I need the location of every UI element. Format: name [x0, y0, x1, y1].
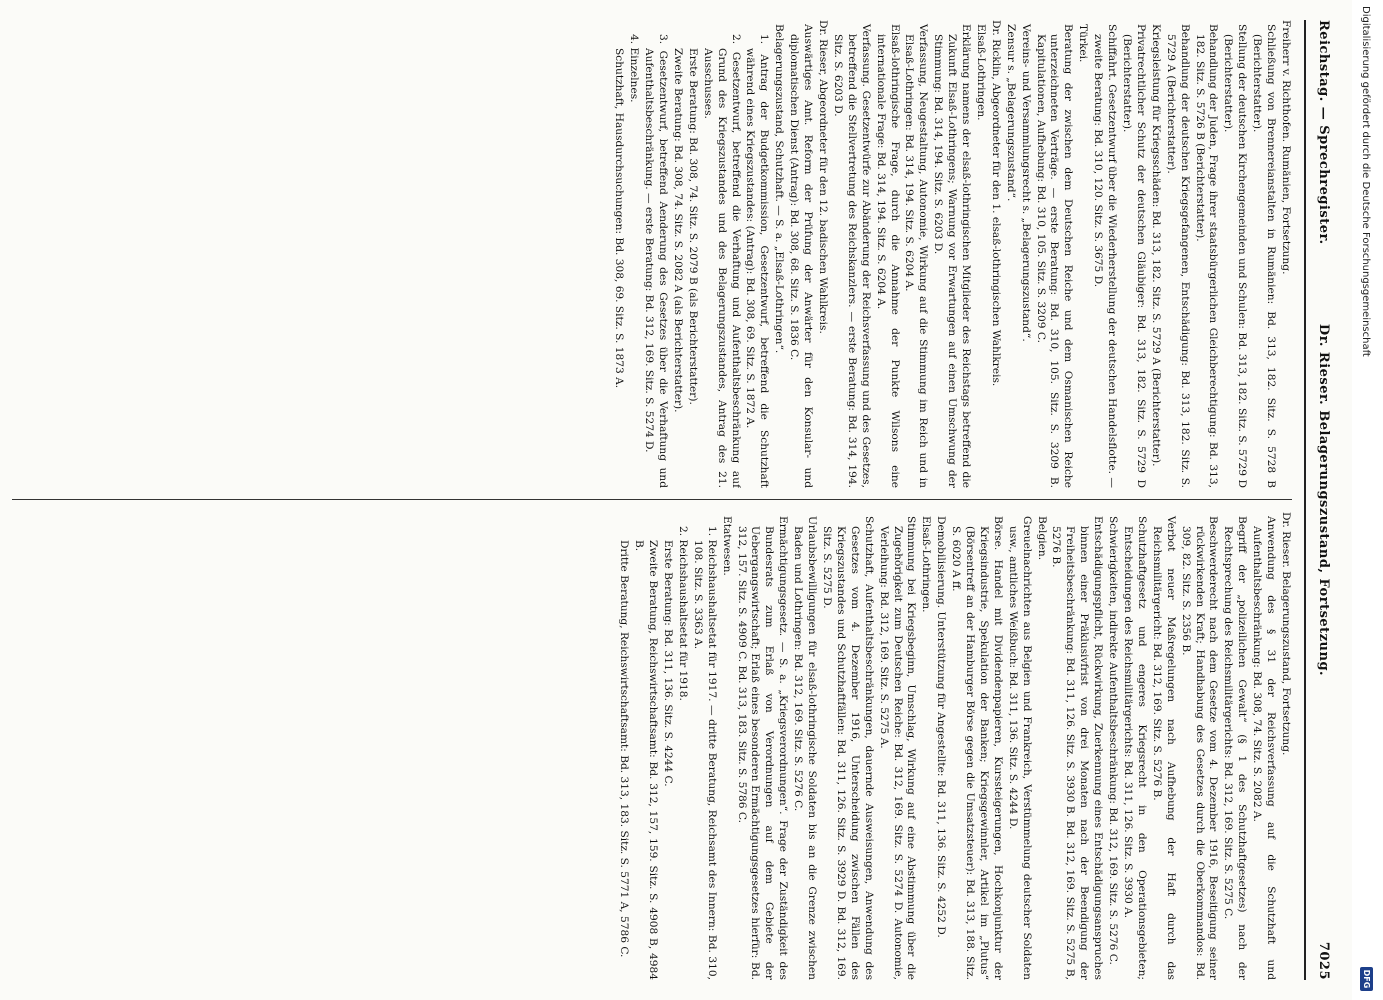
- right-column-entry: Dritte Beratung, Reichswirtschaftsamt: Bd. 313, 183. Sitz. S. 5771 A, 5786 C.: [618, 540, 631, 958]
- digitization-footer: [1352, 0, 1383, 1000]
- left-column-entry: Verfassung. Gesetzentwürfe zur Abänderung der Reichsverfassung und des Gesetzes, betreffend die Stellvertretung des Reichskanzlers. — erste Beratung: Bd. 314, 194. Sitz. S. 6203 D.: [831, 24, 872, 488]
- running-head-title: Reichstag. — Sprechregister.: [1316, 20, 1331, 245]
- left-column-entry: Verfassung, Neugestaltung, Autonomie, Wirkung auf die Stimmung im Reich und in Elsaß-Lothringen: Bd. 314, 194. Sitz. S. 6204 A.: [903, 24, 930, 488]
- left-column-entry: 1. Antrag der Budgetkommission, Gesetzentwurf, betreffend die Schutzhaft während eines Kriegszustandes: (Antrag): Bd. 308, 69. Sitz. S. 1872 A.: [744, 34, 771, 488]
- right-column-entry: 1. Reichshaushaltsetat für 1917. — dritte Beratung, Reichsamt des Innern: Bd. 310, 108. Sitz. S. 3363 A.: [691, 526, 718, 980]
- left-column-entry: 2. Gesetzentwurf, betreffend die Verhaftung und Aufenthaltsbeschränkung auf Grund des Kriegszustandes und des Belagerungszustandes, Antrag des 21. Ausschusses.: [701, 34, 742, 488]
- running-head: [1308, 20, 1330, 980]
- left-column-entry: Dr. Rieser, Abgeordneter für den 12. badischen Wahlkreis.: [817, 20, 829, 334]
- right-column-entry: Greuelnachrichten aus Belgien und Frankreich, Verstümmelung deutscher Soldaten usw., amtliches Weißbuch: Bd. 311, 136. Sitz. S. 4244 D.: [1006, 516, 1033, 980]
- footer-credit: Digitalisierung gefördert durch die Deutsche Forschungsgemeinschaft: [1360, 6, 1371, 357]
- right-column-entry: Begriff der „polizeilichen Gewalt“ (§ 1 des Schutzhaftgesetzes) nach der Rechtsprechung des Reichsmilitärgerichts: Bd. 312, 169. Sitz. S. 5275 C.: [1222, 516, 1249, 980]
- right-column-entry: Stimmung bei Kriegsbeginn, Umschlag, Wirkung auf eine Abstimmung über die Zugehörigkeit zum Deutschen Reiche: Bd. 312, 169. Sitz. S. 5274 D. Autonomie, Verleihung: Bd. 312, 169. Sitz. S. 5275 A.: [877, 516, 918, 980]
- left-column-entry: Elsaß-lothringische Frage, durch die Annahme der Punkte Wilsons eine internationale Frage: Bd. 314, 194. Sitz. S. 6204 A.: [874, 24, 901, 488]
- left-column-entry: Erste Beratung: Bd. 308, 74. Sitz. S. 2079 B (als Berichterstatter).: [686, 48, 699, 405]
- left-column-entry: Auswärtiges Amt. Reform der Prüfung der Anwärter für den Konsular- und diplomatischen Dienst (Antrag): Bd. 308, 68. Sitz. S. 1836 C.: [788, 24, 815, 488]
- left-column-entry: Stellung der deutschen Kirchengemeinden und Schulen: Bd. 313, 182. Sitz. S. 5729 D (Berichterstatter).: [1222, 24, 1249, 488]
- dfg-logo: DFG: [1360, 967, 1373, 991]
- left-column-entry: Privatrechtlicher Schutz der deutschen Gläubiger: Bd. 313, 182. Sitz. S. 5729 D (Berichterstatter).: [1121, 24, 1147, 488]
- right-column-entry: Urlaubsbewilligungen für elsaß-lothringische Soldaten bis an die Grenze zwischen Baden und Lothringen: Bd. 312, 169. Sitz. S. 5276 C.: [792, 516, 819, 980]
- left-column-entry: Schiffahrt. Gesetzentwurf über die Wiederherstellung der deutschen Handelsflotte. — zweite Beratung: Bd. 310, 120. Sitz. S. 3675 D.: [1092, 24, 1119, 488]
- left-column-entry: Behandlung der Juden, Frage ihrer staatsbürgerlichen Gleichberechtigung: Bd. 313, 182. Sitz. S. 5726 B (Berichterstatter).: [1193, 24, 1220, 488]
- left-column-entry: Beratung der zwischen dem Deutschen Reiche und dem Osmanischen Reiche unterzeichneten Verträge. — erste Beratung: Bd. 310, 105. Sitz. S. 3209 B. Kapitulationen, Aufhebung: Bd. 310, 105. Sitz. S. 3209 C.: [1034, 24, 1075, 488]
- left-column-entry: Erklärung namens der elsaß-lothringischen Mitglieder des Reichstags betreffend die Zukunft Elsaß-Lothringens; Warnung vor Erwartungen auf einen Umschwung der Stimmung: Bd. 314, 194. Sitz. S. 6203 D.: [932, 24, 973, 488]
- left-column-entry: Zensur s. „Belagerungszustand“.: [1004, 24, 1017, 202]
- right-column-entry: Verbot neuer Maßregelungen nach Aufhebung der Haft durch das Reichsmilitärgericht: Bd. 312, 169. Sitz. S. 5276 B.: [1150, 516, 1177, 980]
- left-column: [7, 20, 1292, 488]
- right-column-entry: Börse. Handel mit Dividendenpapieren, Kurssteigerungen, Hochkonjunktur der Kriegsindustrie, Spekulation der Banken; Kriegsgewinnler, Artikel im „Plutus“ (Börsentreff an der Hamburger Börse gegen die Umsatzsteuer): Bd. 313, 188. Sitz. S. 6020 A ff.: [950, 516, 1004, 980]
- right-column-entry: Schutzhaftgesetz und engeres Kriegsrecht in den Operationsgebieten; Entscheidungen des Reichsmilitärgerichts: Bd. 311, 126. Sitz. S. 3930 A.: [1122, 516, 1148, 980]
- right-column-entry: Zweite Beratung, Reichswirtschaftsamt: Bd. 312, 157, 159. Sitz. S. 4908 B, 4984 B.: [633, 540, 660, 980]
- left-column-entry: Dr. Ricklin, Abgeordneter für den 1. elsaß-lothringischen Wahlkreis.: [989, 20, 1002, 387]
- right-column-entry: Ermächtigungsgesetz. — S. a. „Kriegsverordnungen“. Frage der Zuständigkeit des Bundesrats zum Erlaß von Verordnungen auf dem Gebiete der Uebergangswirtschaft; Erlaß eines besonderen Ermächtigungsgesetzes hierfür: Bd. 312, 157. Sitz. S. 4909 C. Bd. 313, 183. Sitz. S. 5786 C.: [735, 516, 790, 980]
- page-number: 7025: [1316, 941, 1331, 980]
- right-column: [7, 512, 1292, 980]
- left-column-entry: Vereins- und Versammlungsrecht s. „Belagerungszustand“.: [1019, 24, 1032, 342]
- right-column-entry: Schutzhaft, Aufenthaltsbeschränkungen, dauernde Ausweisungen, Anwendung des Gesetzes vom 4. Dezember 1916, Unterscheidung zwischen Fällen des Kriegszustandes und Schutzhaftfällen: Bd. 311, 126. Sitz. S. 3929 D. Bd. 312, 169. Sitz. S. 5275 D.: [821, 516, 875, 980]
- header-rule: [1304, 20, 1306, 980]
- right-column-entry: Etatwesen.: [720, 516, 733, 576]
- right-column-entry: Belgien.: [1035, 516, 1048, 561]
- left-column-entry: Kriegsleistung für Kriegsschäden: Bd. 313, 182. Sitz. S. 5729 A (Berichterstatter).: [1149, 24, 1162, 467]
- left-column-entry: Türkei.: [1077, 24, 1090, 63]
- right-column-entry: Elsaß-Lothringen.: [920, 516, 933, 613]
- right-column-entry: Anwendung des § 31 der Reichsverfassung auf die Schutzhaft und Aufenthaltsbeschränkung: Bd. 308, 74. Sitz. S. 2082 A.: [1251, 516, 1278, 980]
- right-column-entry: Schwierigkeiten, indirekte Aufenthaltsbeschränkung: Bd. 312, 169. Sitz. S. 5276 C.: [1107, 516, 1120, 965]
- right-column-entry: Entschädigungspflicht, Rückwirkung, Zuerkennung eines Entschädigungsanspruches binnen einer Präklusivfrist von drei Monaten nach der Beendigung der Freiheitsbeschränkung: Bd. 311, 126. Sitz. S. 3930 B. Bd. 312, 169. Sitz. S. 5275 B, 5276 B.: [1050, 516, 1105, 980]
- right-column-entry: Dr. Rieser. Belagerungszustand, Fortsetzung.: [1280, 512, 1292, 756]
- column-divider: [12, 499, 1292, 500]
- footer-strip: [1343, 0, 1374, 1000]
- right-column-entry: Erste Beratung: Bd. 311, 136. Sitz. S. 4244 C.: [662, 540, 675, 787]
- left-column-entry: 3. Gesetzentwurf, betreffend Aenderung des Gesetzes über die Verhaftung und Aufenthaltsbeschränkung. — erste Beratung: Bd. 312, 169. Sitz. S. 5274 D.: [643, 34, 670, 488]
- right-column-entry: Demobilisierung. Unterstützung für Angestellte: Bd. 311, 136. Sitz. S. 4252 D.: [935, 516, 948, 938]
- right-column-entry: Beschwerderecht nach dem Gesetze vom 4. Dezember 1916, Beseitigung seiner rückwirkenden Kraft; Handhabung des Gesetzes durch die Oberkommandos: Bd. 309, 82. Sitz. S. 2356 B.: [1179, 516, 1220, 980]
- left-column-entry: Schließung von Brennereianstalten in Rumänien: Bd. 313, 182. Sitz. S. 5728 B (Berichterstatter).: [1251, 24, 1278, 488]
- left-column-entry: 4. Einzelnes.: [628, 34, 641, 103]
- left-column-entry: Schutzhaft, Hausdurchsuchungen: Bd. 308, 69. Sitz. S. 1873 A.: [613, 48, 626, 389]
- left-column-entry: Freiherr v. Richthofen. Rumänien, Fortsetzung.: [1280, 20, 1292, 275]
- running-head-center: Dr. Rieser. Belagerungszustand, Fortsetzung.: [1316, 323, 1331, 677]
- left-column-entry: Behandlung der deutschen Kriegsgefangenen, Entschädigung: Bd. 313, 182. Sitz. S. 5729 A (Berichterstatter).: [1164, 24, 1191, 488]
- right-column-entry: 2. Reichshaushaltsetat für 1918.: [676, 526, 689, 701]
- left-column-entry: Elsaß-Lothringen.: [974, 24, 987, 121]
- left-column-entry: Zweite Beratung: Bd. 308, 74. Sitz. S. 2082 A (als Berichterstatter).: [671, 48, 684, 413]
- left-column-entry: Belagerungszustand, Schutzhaft. — S. a. „Elsaß-Lothringen“.: [773, 24, 786, 354]
